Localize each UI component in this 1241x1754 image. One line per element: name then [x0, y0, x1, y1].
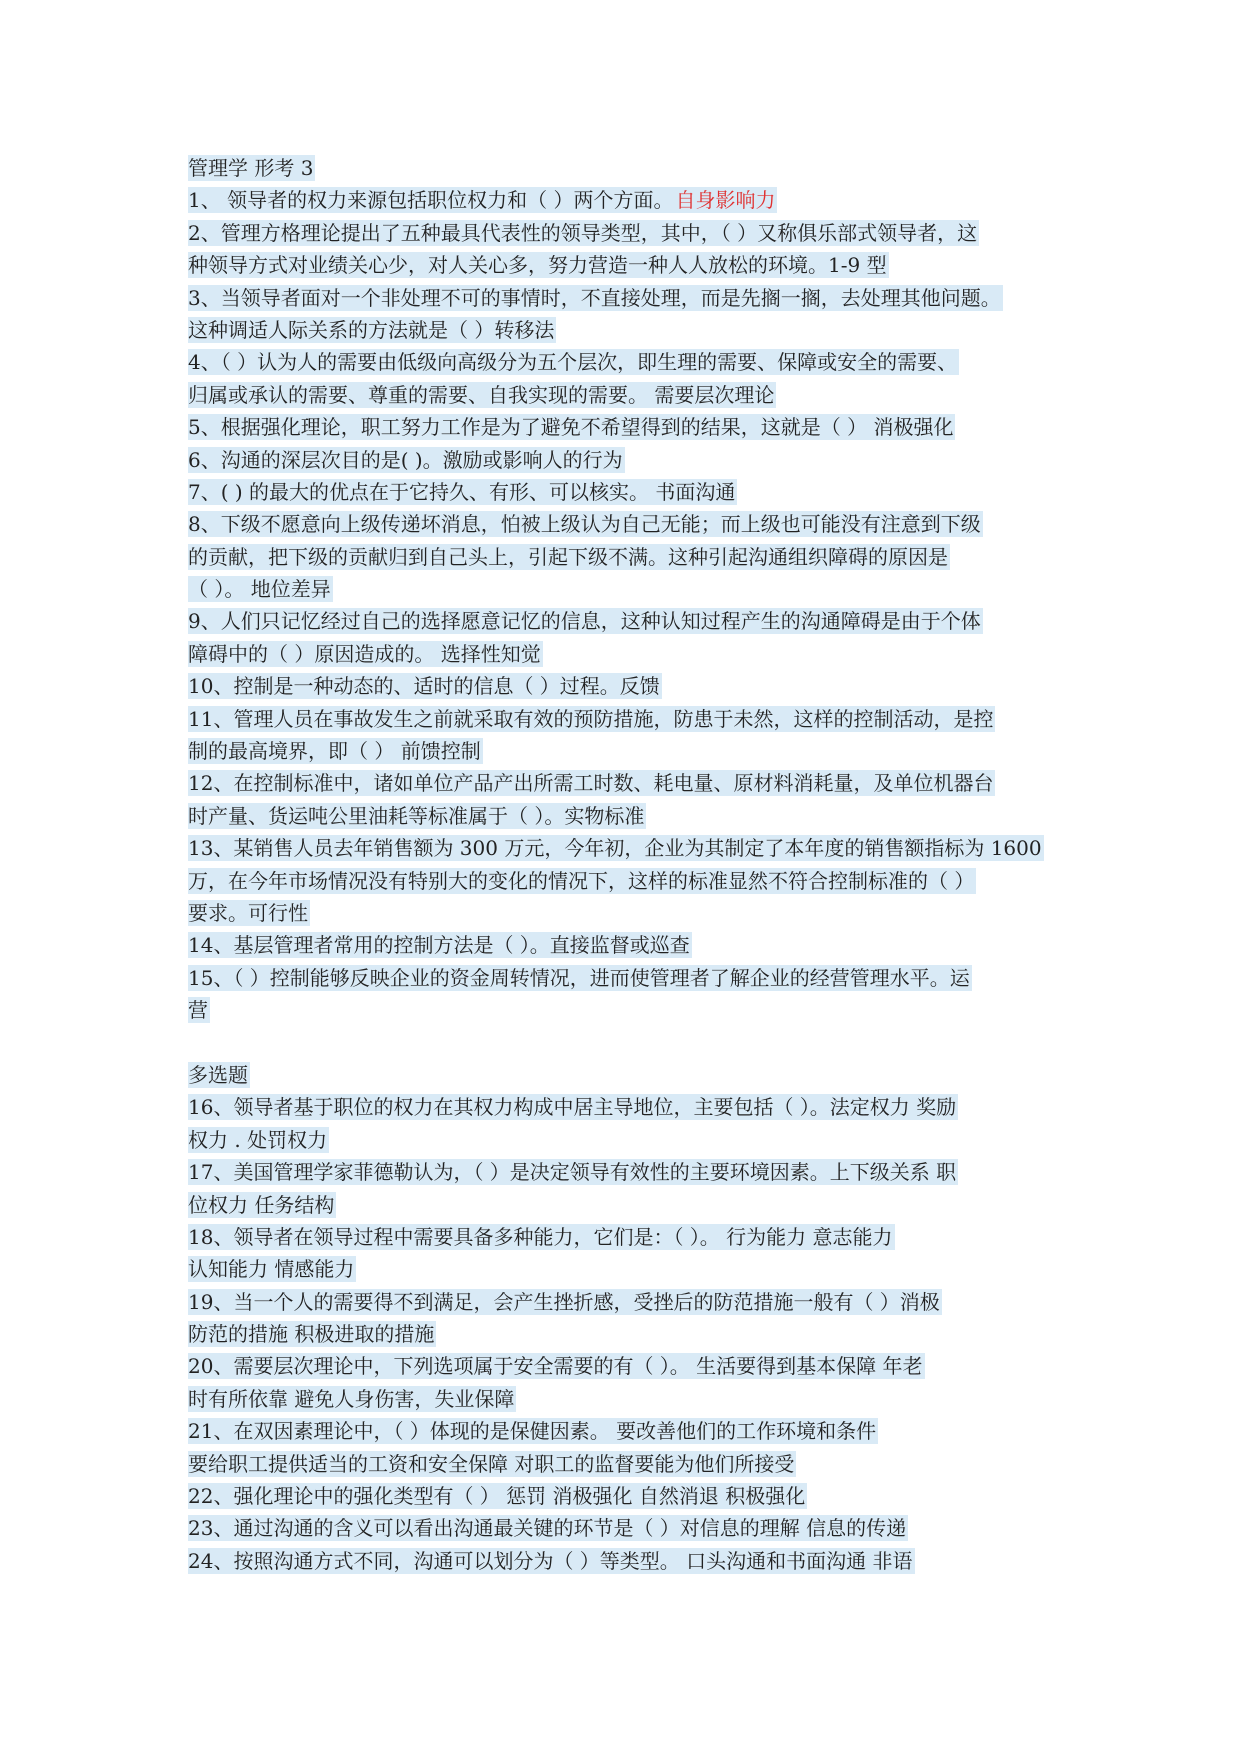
question-text: 的贡献，把下级的贡献归到自己头上，引起下级不满。这种引起沟通组织障碍的原因是	[188, 544, 948, 569]
question-text: 要求。可行性	[188, 900, 308, 925]
question-line	[188, 217, 1066, 249]
question-text: 认知能力 情感能力	[188, 1257, 355, 1282]
question-text: （ ）。 地位差异	[188, 577, 331, 602]
question-text: 3、当领导者面对一个非处理不可的事情时，不直接处理，而是先搁一搁，去处理其他问题。	[188, 285, 1001, 310]
question-line	[188, 800, 1066, 832]
question-line	[188, 444, 1066, 476]
answer-text: 自身影响力	[675, 188, 776, 213]
question-text: 12、在控制标准中，诸如单位产品产出所需工时数、耗电量、原材料消耗量，及单位机器台	[188, 771, 994, 796]
question-line	[188, 638, 1066, 670]
question-text: 19、当一个人的需要得不到满足，会产生挫折感，受挫后的防范措施一般有（ ）消极	[188, 1289, 940, 1314]
question-text: 位权力 任务结构	[188, 1192, 335, 1217]
question-line	[188, 962, 1066, 994]
question-line	[188, 1383, 1066, 1415]
question-line	[188, 1059, 1066, 1091]
question-line	[188, 1027, 1066, 1059]
question-line	[188, 1318, 1066, 1350]
document-content	[188, 152, 1066, 1577]
question-line	[188, 897, 1066, 929]
question-text: 障碍中的（ ）原因造成的。 选择性知觉	[188, 641, 541, 666]
question-line	[188, 929, 1066, 961]
question-list	[188, 184, 1066, 1577]
question-line	[188, 605, 1066, 637]
question-text: 13、某销售人员去年销售额为 300 万元，今年初，企业为其制定了本年度的销售额指标为 1600	[188, 836, 1042, 861]
question-text: 15、（ ）控制能够反映企业的资金周转情况，进而使管理者了解企业的经营管理水平。运	[188, 965, 970, 990]
question-text: 10、控制是一种动态的、适时的信息（ ）过程。反馈	[188, 674, 660, 699]
question-text: 7、( ) 的最大的优点在于它持久、有形、可以核实。 书面沟通	[188, 479, 736, 504]
question-line	[188, 1448, 1066, 1480]
question-line	[188, 994, 1066, 1026]
page-title-text: 管理学 形考 3	[188, 156, 314, 180]
question-line	[188, 508, 1066, 540]
question-text: 8、下级不愿意向上级传递坏消息，怕被上级认为自己无能；而上级也可能没有注意到下级	[188, 512, 981, 537]
question-line	[188, 1350, 1066, 1382]
question-text: 21、在双因素理论中，（ ）体现的是保健因素。 要改善他们的工作环境和条件	[188, 1419, 877, 1444]
question-line	[188, 670, 1066, 702]
question-line	[188, 1221, 1066, 1253]
question-line	[188, 184, 1066, 216]
question-line	[188, 1480, 1066, 1512]
question-text: 14、基层管理者常用的控制方法是（ ）。直接监督或巡查	[188, 933, 690, 958]
question-text: 23、通过沟通的含义可以看出沟通最关键的环节是（ ）对信息的理解 信息的传递	[188, 1516, 907, 1541]
question-line	[188, 1286, 1066, 1318]
question-text: 防范的措施 积极进取的措施	[188, 1322, 435, 1347]
question-text: 种领导方式对业绩关心少，对人关心多，努力营造一种人人放松的环境。1-9 型	[188, 253, 887, 278]
question-line	[188, 1512, 1066, 1544]
page-title	[188, 152, 1066, 184]
question-text: 这种调适人际关系的方法就是（ ）转移法	[188, 317, 555, 342]
question-text: 18、领导者在领导过程中需要具备多种能力，它们是：（ ）。 行为能力 意志能力	[188, 1224, 893, 1249]
question-text: 5、根据强化理论，职工努力工作是为了避免不希望得到的结果，这就是（ ） 消极强化	[188, 415, 954, 440]
question-text: 归属或承认的需要、尊重的需要、自我实现的需要。 需要层次理论	[188, 382, 775, 407]
question-line	[188, 314, 1066, 346]
question-line	[188, 541, 1066, 573]
question-line	[188, 379, 1066, 411]
question-line	[188, 346, 1066, 378]
question-line	[188, 1189, 1066, 1221]
question-line	[188, 1415, 1066, 1447]
question-line	[188, 573, 1066, 605]
question-text: 万，在今年市场情况没有特别大的变化的情况下，这样的标准显然不符合控制标准的（ ）	[188, 868, 975, 893]
question-text: 2、管理方格理论提出了五种最具代表性的领导类型，其中，（ ）又称俱乐部式领导者，这	[188, 220, 978, 245]
question-line	[188, 282, 1066, 314]
question-text: 20、需要层次理论中，下列选项属于安全需要的有（ ）。 生活要得到基本保障 年老	[188, 1354, 923, 1379]
question-text: 营	[188, 998, 208, 1023]
question-text: 多选题	[188, 1062, 248, 1087]
question-line	[188, 411, 1066, 443]
question-line	[188, 865, 1066, 897]
question-text: 权力 . 处罚权力	[188, 1127, 328, 1152]
question-text: 17、美国管理学家菲德勒认为，（ ）是决定领导有效性的主要环境因素。上下级关系 职	[188, 1160, 957, 1185]
question-line	[188, 703, 1066, 735]
question-line	[188, 249, 1066, 281]
question-text: 制的最高境界，即（ ） 前馈控制	[188, 739, 481, 764]
question-line	[188, 832, 1066, 864]
question-line	[188, 476, 1066, 508]
question-text: 11、管理人员在事故发生之前就采取有效的预防措施，防患于未然，这样的控制活动，是控	[188, 706, 994, 731]
question-line	[188, 767, 1066, 799]
question-text: 要给职工提供适当的工资和安全保障 对职工的监督要能为他们所接受	[188, 1451, 795, 1476]
question-line	[188, 1253, 1066, 1285]
question-text: 时有所依靠 避免人身伤害，失业保障	[188, 1386, 515, 1411]
question-text: 22、强化理论中的强化类型有（ ） 惩罚 消极强化 自然消退 积极强化	[188, 1484, 806, 1509]
question-text: 9、人们只记忆经过自己的选择愿意记忆的信息，这种认知过程产生的沟通障碍是由于个体	[188, 609, 981, 634]
question-text: 24、按照沟通方式不同，沟通可以划分为（ ）等类型。 口头沟通和书面沟通 非语	[188, 1548, 913, 1573]
question-line	[188, 1124, 1066, 1156]
question-text: 1、 领导者的权力来源包括职位权力和（ ）两个方面。	[188, 188, 674, 213]
question-line	[188, 1156, 1066, 1188]
question-line	[188, 1091, 1066, 1123]
question-line	[188, 1545, 1066, 1577]
question-line	[188, 735, 1066, 767]
question-text: 时产量、货运吨公里油耗等标准属于（ ）。实物标准	[188, 803, 645, 828]
question-text: 6、沟通的深层次目的是( )。激励或影响人的行为	[188, 447, 623, 472]
question-text: 16、领导者基于职位的权力在其权力构成中居主导地位，主要包括（ ）。法定权力 奖励	[188, 1095, 957, 1120]
question-text: 4、（ ）认为人的需要由低级向高级分为五个层次，即生理的需要、保障或安全的需要、	[188, 350, 958, 375]
